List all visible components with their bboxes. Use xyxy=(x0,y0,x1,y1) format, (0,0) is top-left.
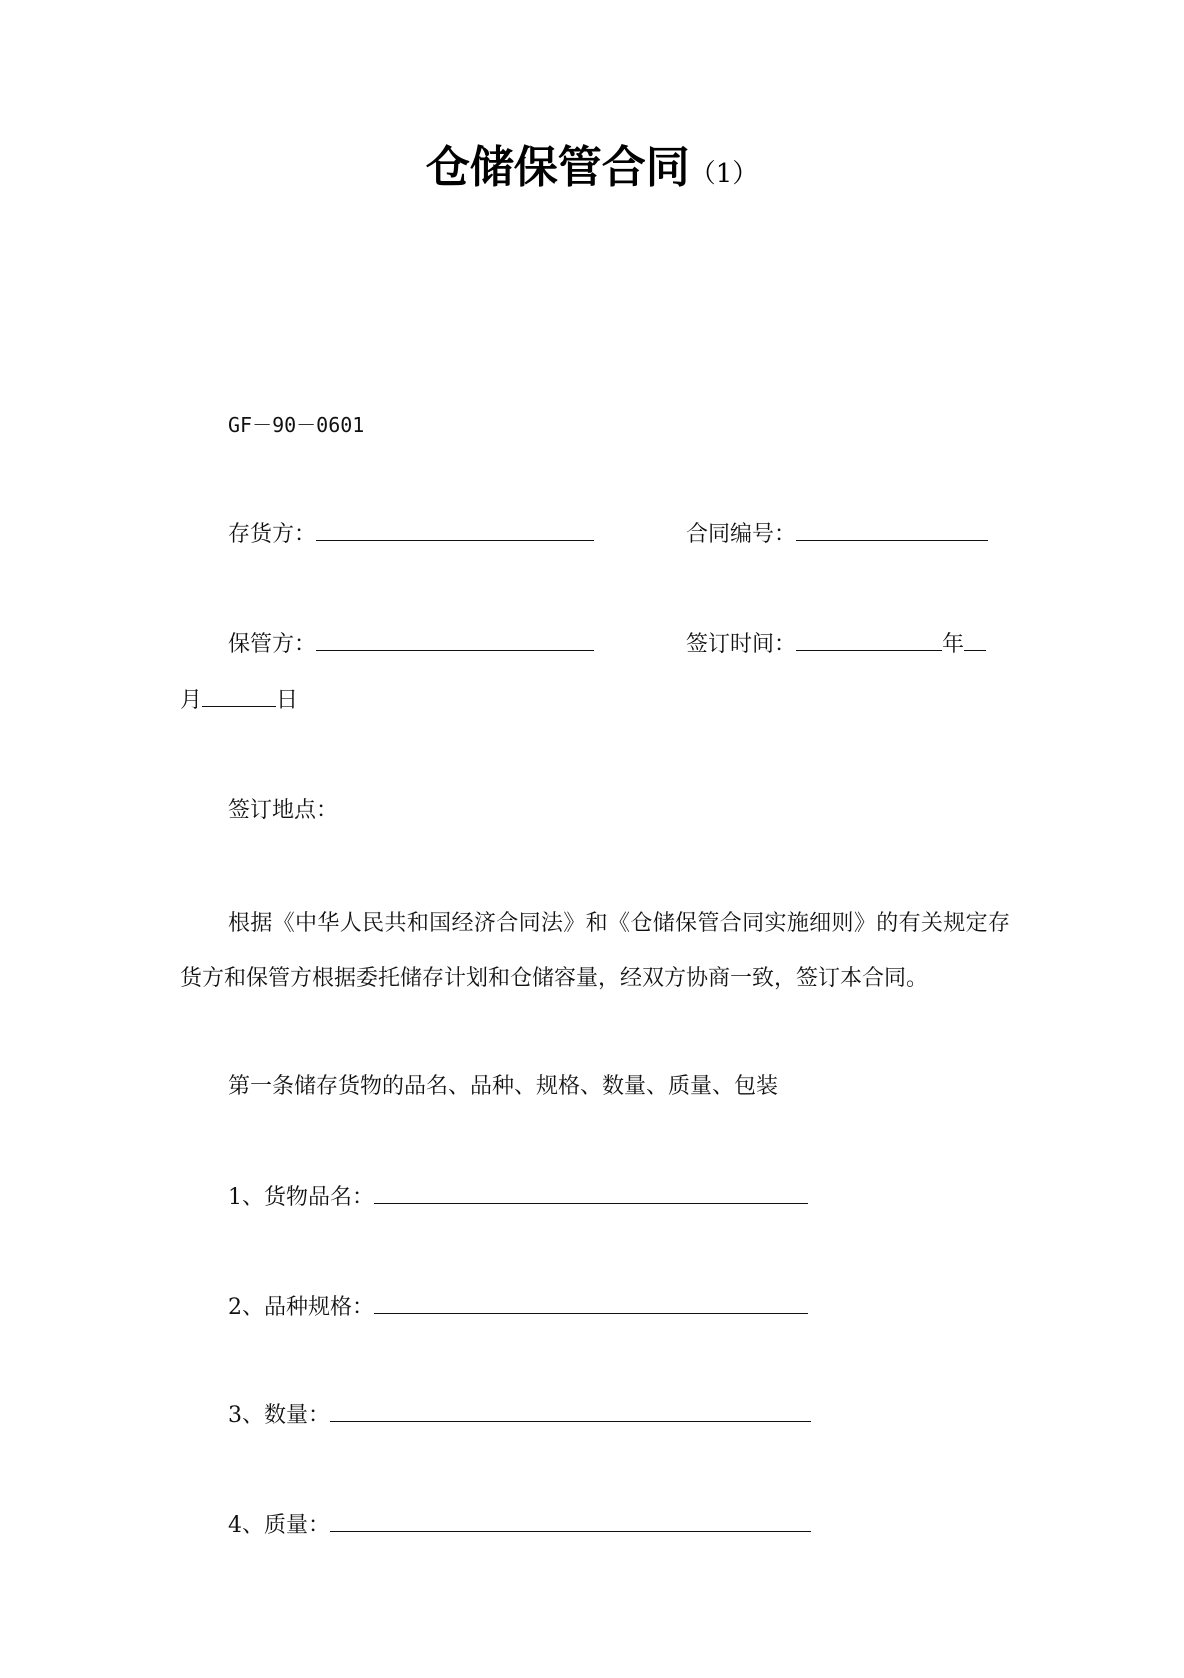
goods-name-field xyxy=(228,1181,808,1213)
sign-place-label: 签订地点： xyxy=(228,798,339,823)
quantity-field xyxy=(228,1399,811,1431)
contract-number-field xyxy=(686,518,988,550)
quantity-blank[interactable] xyxy=(330,1399,811,1422)
variety-spec-blank[interactable] xyxy=(374,1291,808,1314)
goods-name-label: 1、货物品名： xyxy=(228,1185,374,1210)
depositor-field xyxy=(228,518,594,550)
custodian-blank[interactable] xyxy=(316,628,594,651)
title-main: 仓储保管合同 xyxy=(425,142,690,193)
title-suffix: （1） xyxy=(689,159,759,189)
quantity-label: 3、数量： xyxy=(228,1403,330,1428)
quality-field xyxy=(228,1509,811,1541)
document-title xyxy=(0,138,1184,204)
contract-code: GF－90－0601 xyxy=(228,413,365,437)
day-label: 日 xyxy=(276,688,299,713)
intro-paragraph: 根据《中华人民共和国经济合同法》和《仓储保管合同实施细则》的有关规定存货方和保管方根据委托储存计划和仓储容量，经双方协商一致，签订本合同。 xyxy=(180,911,1010,991)
sign-year-blank[interactable] xyxy=(796,628,942,651)
contract-number-blank[interactable] xyxy=(796,518,988,541)
year-label: 年 xyxy=(942,632,965,657)
variety-spec-field xyxy=(228,1291,808,1323)
depositor-label: 存货方： xyxy=(228,522,317,547)
depositor-blank[interactable] xyxy=(316,518,594,541)
goods-name-blank[interactable] xyxy=(374,1181,808,1204)
variety-spec-label: 2、品种规格： xyxy=(228,1295,374,1320)
sign-time-field xyxy=(686,628,986,660)
quality-blank[interactable] xyxy=(330,1509,811,1532)
quality-label: 4、质量： xyxy=(228,1513,330,1538)
custodian-field xyxy=(228,628,594,660)
sign-month-blank[interactable] xyxy=(964,628,986,651)
month-label: 月 xyxy=(180,688,203,713)
sign-day-blank[interactable] xyxy=(202,684,276,707)
article1-heading: 第一条储存货物的品名、品种、规格、数量、质量、包装 xyxy=(228,1074,779,1099)
sign-time-label: 签订时间： xyxy=(686,632,797,657)
sign-date-continued xyxy=(180,684,298,716)
contract-number-label: 合同编号： xyxy=(686,522,797,547)
custodian-label: 保管方： xyxy=(228,632,317,657)
